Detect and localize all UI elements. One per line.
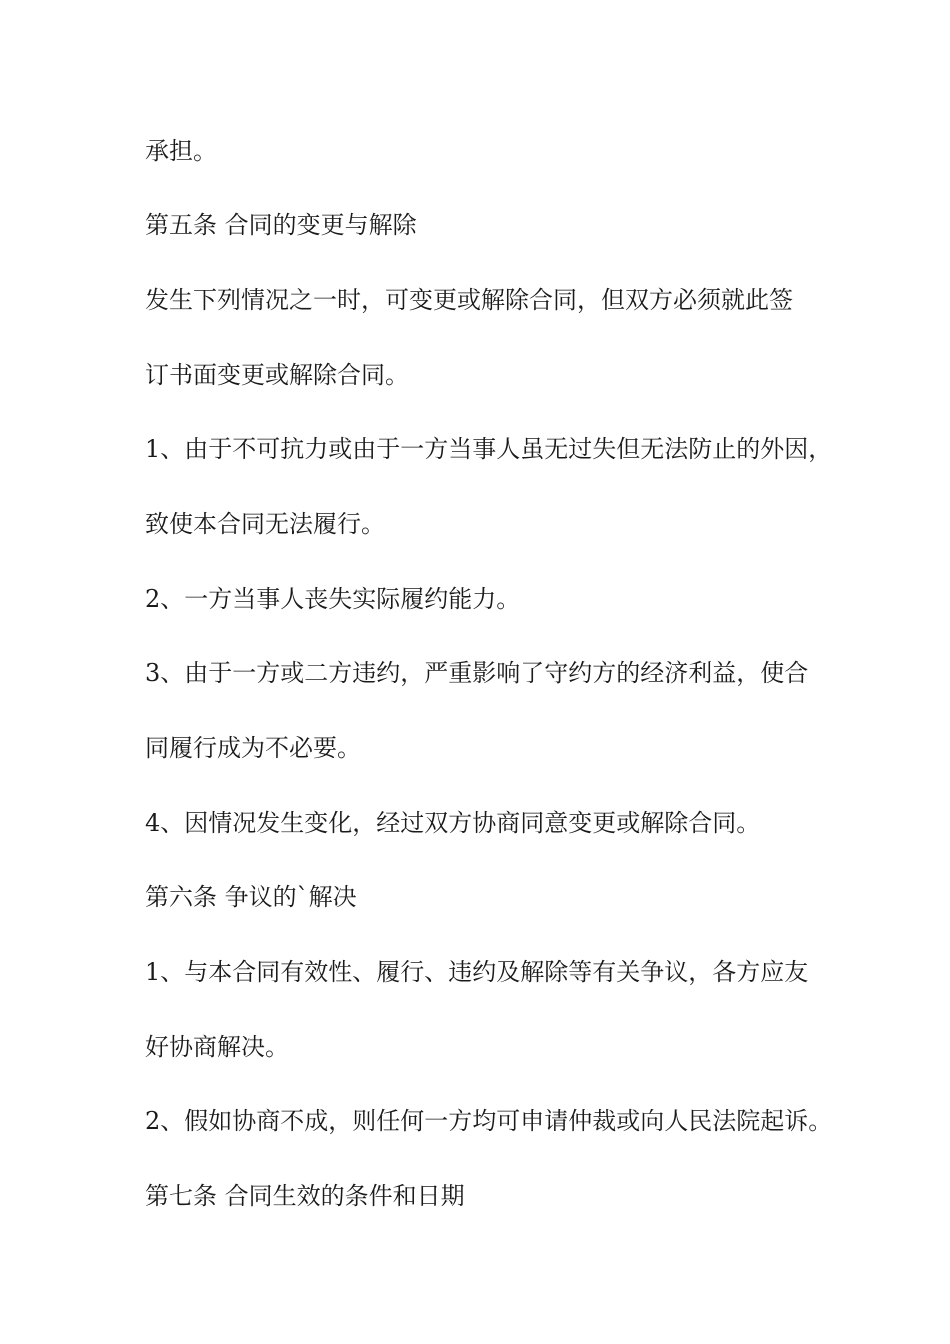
text-line: 承担。 [145, 137, 217, 165]
text-line: 订书面变更或解除合同。 [145, 361, 409, 389]
text-line: 发生下列情况之一时，可变更或解除合同，但双方必须就此签 [145, 286, 793, 314]
list-item: 4、因情况发生变化，经过双方协商同意变更或解除合同。 [145, 809, 761, 837]
list-item: 2、假如协商不成，则任何一方均可申请仲裁或向人民法院起诉。 [145, 1107, 833, 1135]
text-line: 同履行成为不必要。 [145, 734, 361, 762]
list-item: 1、与本合同有效性、履行、违约及解除等有关争议，各方应友 [145, 958, 809, 986]
text-line: 致使本合同无法履行。 [145, 510, 385, 538]
text-line: 好协商解决。 [145, 1033, 289, 1061]
section-heading: 第七条 合同生效的条件和日期 [145, 1182, 465, 1210]
list-item: 2、一方当事人丧失实际履约能力。 [145, 585, 521, 613]
section-heading: 第五条 合同的变更与解除 [145, 211, 417, 239]
section-heading: 第六条 争议的`解决 [145, 883, 357, 911]
list-item: 1、由于不可抗力或由于一方当事人虽无过失但无法防止的外因， [145, 435, 833, 463]
list-item: 3、由于一方或二方违约，严重影响了守约方的经济利益，使合 [145, 659, 809, 687]
